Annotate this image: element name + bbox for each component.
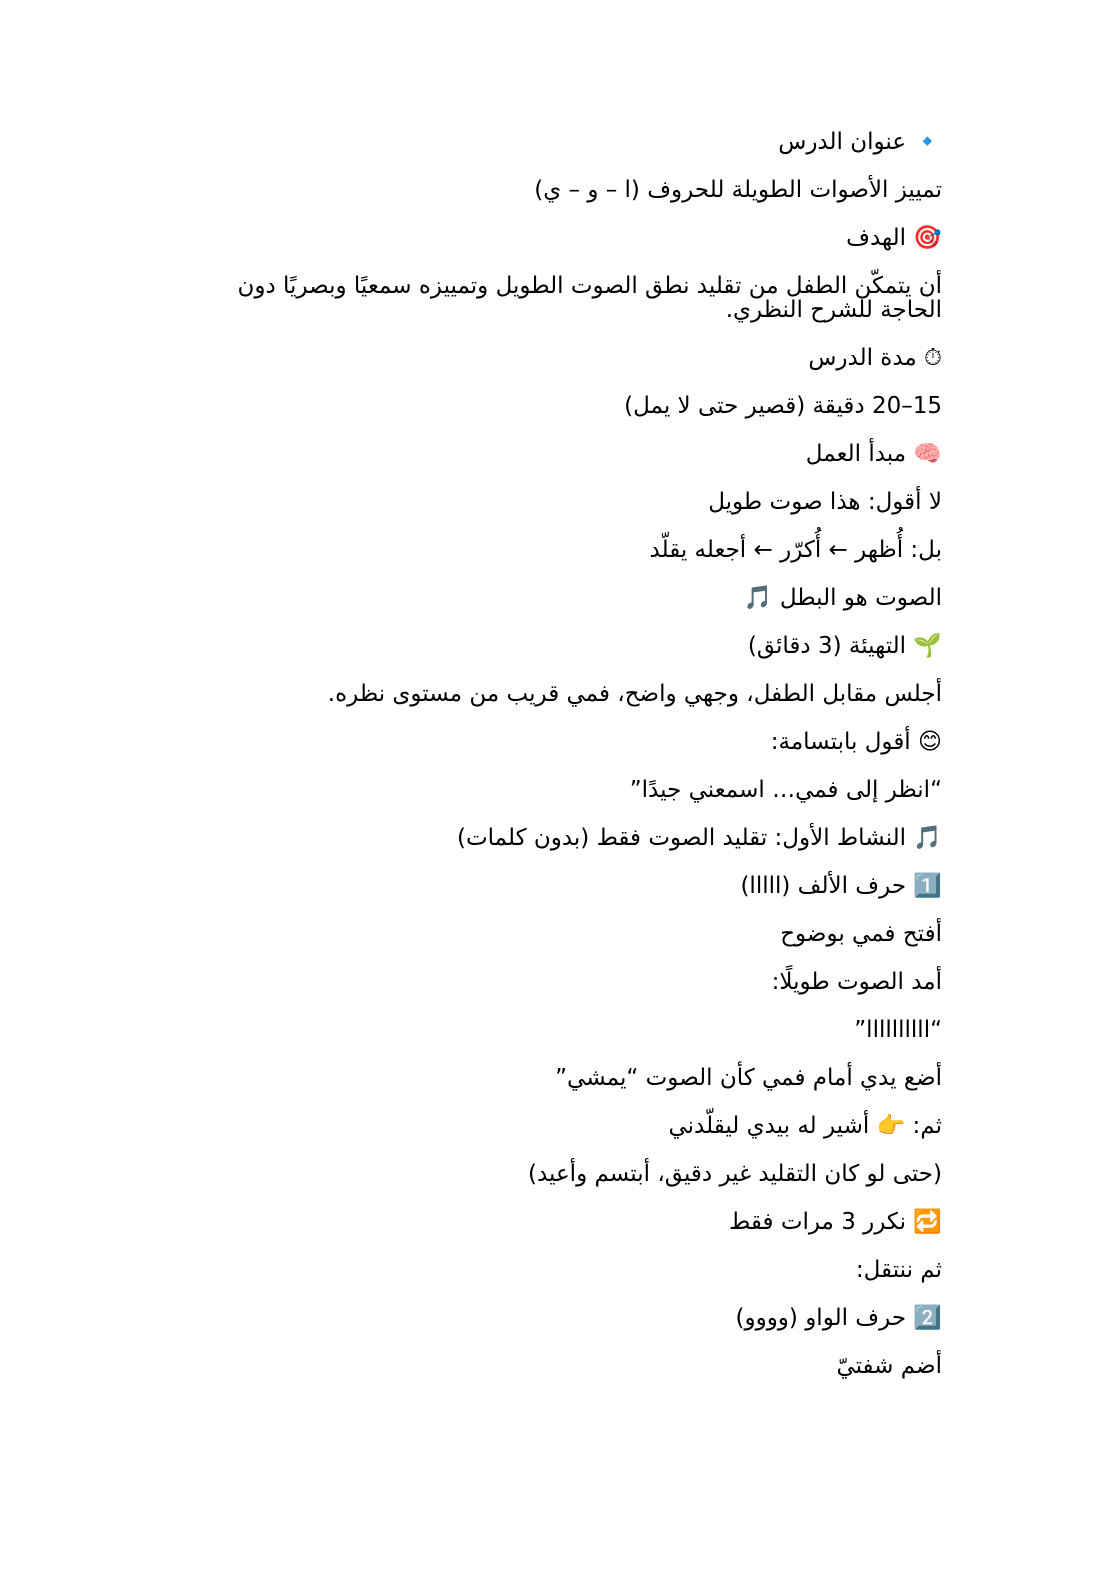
- principle-line-1: لا أقول: هذا صوت طويل: [708, 489, 942, 515]
- alif-note: (حتى لو كان التقليد غير دقيق، أبتسم وأعيد): [527, 1161, 942, 1187]
- warmup-quote: “انظر إلى فمي… اسمعني جيدًا”: [629, 777, 942, 803]
- waw-step-1: أضم شفتيّ: [836, 1353, 942, 1379]
- waw-heading: 2️⃣ حرف الواو (وووو): [735, 1305, 942, 1331]
- repeat-note: 🔁 نكرر 3 مرات فقط: [729, 1209, 942, 1235]
- warmup-say: 😊 أقول بابتسامة:: [770, 729, 942, 755]
- document-page: [200, 130, 942, 1402]
- warmup-heading: 🌱 التهيئة (3 دقائق): [747, 633, 942, 659]
- alif-step-3: أضع يدي أمام فمي كأن الصوت “يمشي”: [555, 1065, 942, 1091]
- alif-sound: “اااااااااا”: [854, 1017, 942, 1043]
- goal-text: أن يتمكّن الطفل من تقليد نطق الصوت الطويل وتمييزه سمعيًا وبصريًا دون الحاجة للشرح النظري.: [237, 273, 942, 323]
- lesson-title-text: تمييز الأصوات الطويلة للحروف (ا – و – ي): [534, 177, 942, 203]
- principle-line-2: بل: أُظهر ← أُكرّر ← أجعله يقلّد: [649, 537, 942, 563]
- principle-line-3: الصوت هو البطل 🎵: [743, 585, 942, 611]
- principle-heading: 🧠 مبدأ العمل: [805, 441, 942, 467]
- goal-heading: 🎯 الهدف: [846, 225, 942, 251]
- warmup-text: أجلس مقابل الطفل، وجهي واضح، فمي قريب من مستوى نظره.: [327, 681, 942, 707]
- duration-heading: ⏱ مدة الدرس: [808, 345, 942, 371]
- lesson-title-heading: 🔹 عنوان الدرس: [778, 129, 942, 155]
- duration-text: 15–20 دقيقة (قصير حتى لا يمل): [624, 393, 942, 419]
- alif-step-2: أمد الصوت طويلًا:: [771, 969, 942, 995]
- transition-text: ثم ننتقل:: [855, 1257, 942, 1283]
- activity-1-heading: 🎵 النشاط الأول: تقليد الصوت فقط (بدون كلمات): [457, 825, 942, 851]
- alif-heading: 1️⃣ حرف الألف (ااااا): [740, 873, 942, 899]
- alif-step-1: أفتح فمي بوضوح: [780, 921, 942, 947]
- alif-step-4: ثم: 👉 أشير له بيدي ليقلّدني: [668, 1113, 942, 1139]
